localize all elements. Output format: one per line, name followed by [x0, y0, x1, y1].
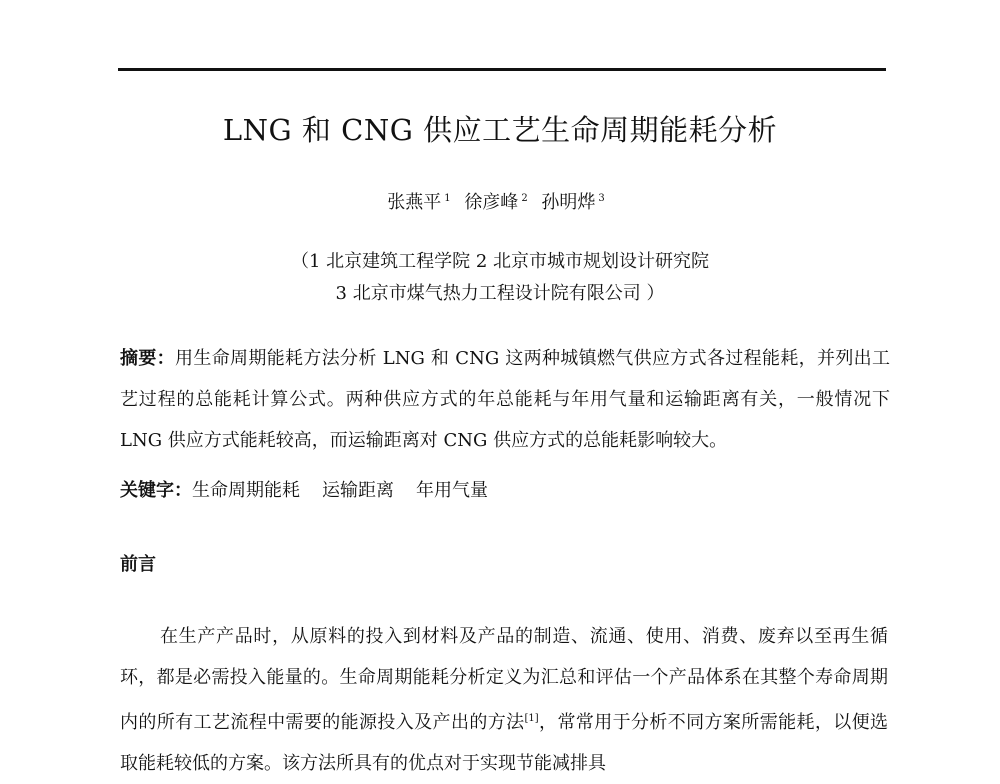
section-heading: 前言 — [120, 554, 156, 575]
author-name: 孙明烨 — [541, 192, 596, 213]
affiliation-line-1: （1 北京建筑工程学院 2 北京市城市规划设计研究院 — [290, 251, 710, 272]
body-text-continued: ，常常用于分析不同方案所需能耗，以便选取能耗较低的方案。该方法所具有的优点对于实现节能减排具 — [120, 712, 889, 774]
keyword: 生命周期能耗 — [192, 480, 300, 501]
keywords-label: 关键字： — [120, 480, 192, 501]
keyword: 年用气量 — [416, 480, 488, 501]
author-affiliation-mark: 1 — [444, 193, 451, 204]
body-paragraph — [120, 616, 888, 784]
abstract-text: 用生命周期能耗方法分析 LNG 和 CNG 这两种城镇燃气供应方式各过程能耗，并列出工艺过程的总能耗计算公式。两种供应方式的年总能耗与年用气量和运输距离有关，一般情况下 LNG 供应方式能耗较高，而运输距离对 CNG 供应方式的总能耗影响较大。 — [120, 348, 890, 451]
header-rule — [118, 68, 886, 71]
citation-mark: [1] — [524, 713, 539, 724]
keywords — [120, 476, 510, 502]
keyword: 运输距离 — [322, 480, 394, 501]
abstract-label: 摘要： — [120, 348, 176, 369]
affiliation-line-2: 3 北京市煤气热力工程设计院有限公司 ） — [335, 283, 665, 304]
paper-title: LNG 和 CNG 供应工艺生命周期能耗分析 — [222, 113, 778, 147]
abstract — [120, 338, 890, 461]
author-list — [0, 188, 1000, 214]
author-affiliation-mark: 3 — [598, 193, 605, 204]
author-name: 张燕平 — [387, 192, 442, 213]
author-affiliation-mark: 2 — [521, 193, 528, 204]
author-name: 徐彦峰 — [464, 192, 519, 213]
body-text: 在生产产品时，从原料的投入到材料及产品的制造、流通、使用、消费、废弃以至再生循环，都是必需投入能量的。生命周期能耗分析定义为汇总和评估一个产品体系在其整个寿命周期内的所有工艺流程中需要的能源投入及产出的方法 — [120, 626, 888, 733]
